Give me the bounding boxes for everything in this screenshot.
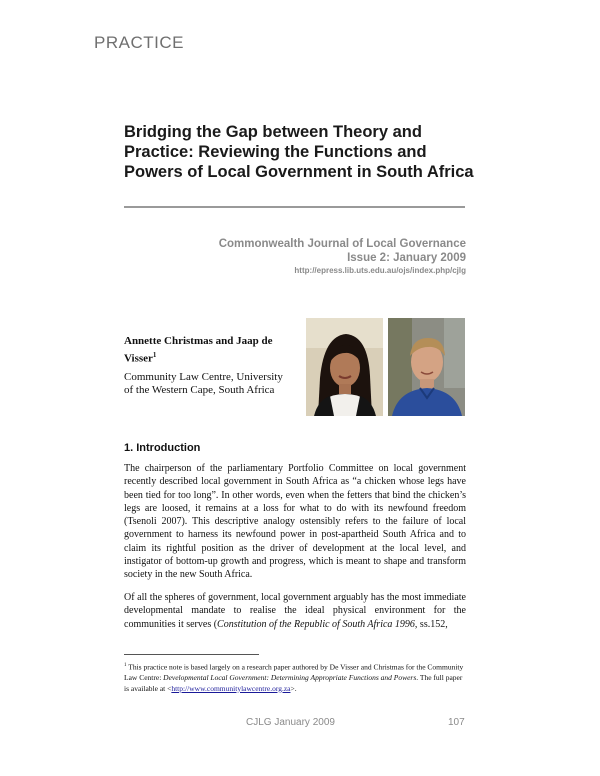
constitution-citation: Constitution of the Republic of South Africa 1996 (217, 618, 415, 630)
section-heading-introduction: 1. Introduction (124, 442, 201, 454)
footnote-mark: 1 (124, 663, 127, 668)
author-affiliation: Community Law Centre, University of the Western Cape, South Africa (124, 370, 283, 397)
paragraph-2: Of all the spheres of government, local government arguably has the most immediate developmental mandate to realise the ideal physical environment for the communities it serves (Constitution of the Republic of South Africa 1996, ss.152, (124, 592, 466, 630)
page-number: 107 (448, 717, 465, 728)
footnote-paper-title: Developmental Local Government: Determining Appropriate Functions and Powers (163, 673, 417, 682)
journal-name: Commonwealth Journal of Local Governance (218, 238, 466, 250)
journal-url[interactable]: http://epress.lib.uts.edu.au/ojs/index.php/cjlg (294, 266, 466, 275)
section-label: PRACTICE (94, 33, 184, 52)
paragraph-1: The chairperson of the parliamentary Portfolio Committee on local government recently described local government in South Africa as “a chicken whose legs have been tied for too long”. In other words, even when the fetters that bind the chicken’s legs are loosed, it remains at a loss for what to do with its newfound freedom (Tsenoli 2007). This descriptive analogy ostensibly refers to the failure of local government to harness its newfound power in post-apartheid South Africa and to claim its rightful position as the driver of development at the local level, and instigator of bottom-up growth and progress, which is meant to shape and transform society in the new South Africa. (124, 463, 466, 581)
footer-journal-date: CJLG January 2009 (246, 717, 335, 728)
title-divider (124, 206, 465, 208)
author-names: Annette Christmas and Jaap de Visser$^1$ (124, 335, 273, 365)
author-photo-de-visser (388, 318, 465, 416)
author-footnote-mark[interactable]: 1 (152, 350, 157, 359)
footnote: $^1$ This practice note is based largely on a research paper authored by De Visser and Christmas for the Community Law Centre: Developmental Local Government: Determining Appropriate Functions and Powers. The full paper is available at <http://www.communitylawcentre.org.za>. (124, 662, 464, 693)
journal-issue: Issue 2: January 2009 (347, 252, 466, 264)
footnote-divider (124, 654, 259, 655)
author-block (124, 335, 294, 398)
article-title: Bridging the Gap between Theory and Practice: Reviewing the Functions and Powers of Local Government in South Africa (124, 123, 474, 181)
footnote-link[interactable]: http://www.communitylawcentre.org.za (171, 683, 291, 693)
journal-info (219, 237, 466, 277)
author-photo-christmas (306, 318, 383, 416)
